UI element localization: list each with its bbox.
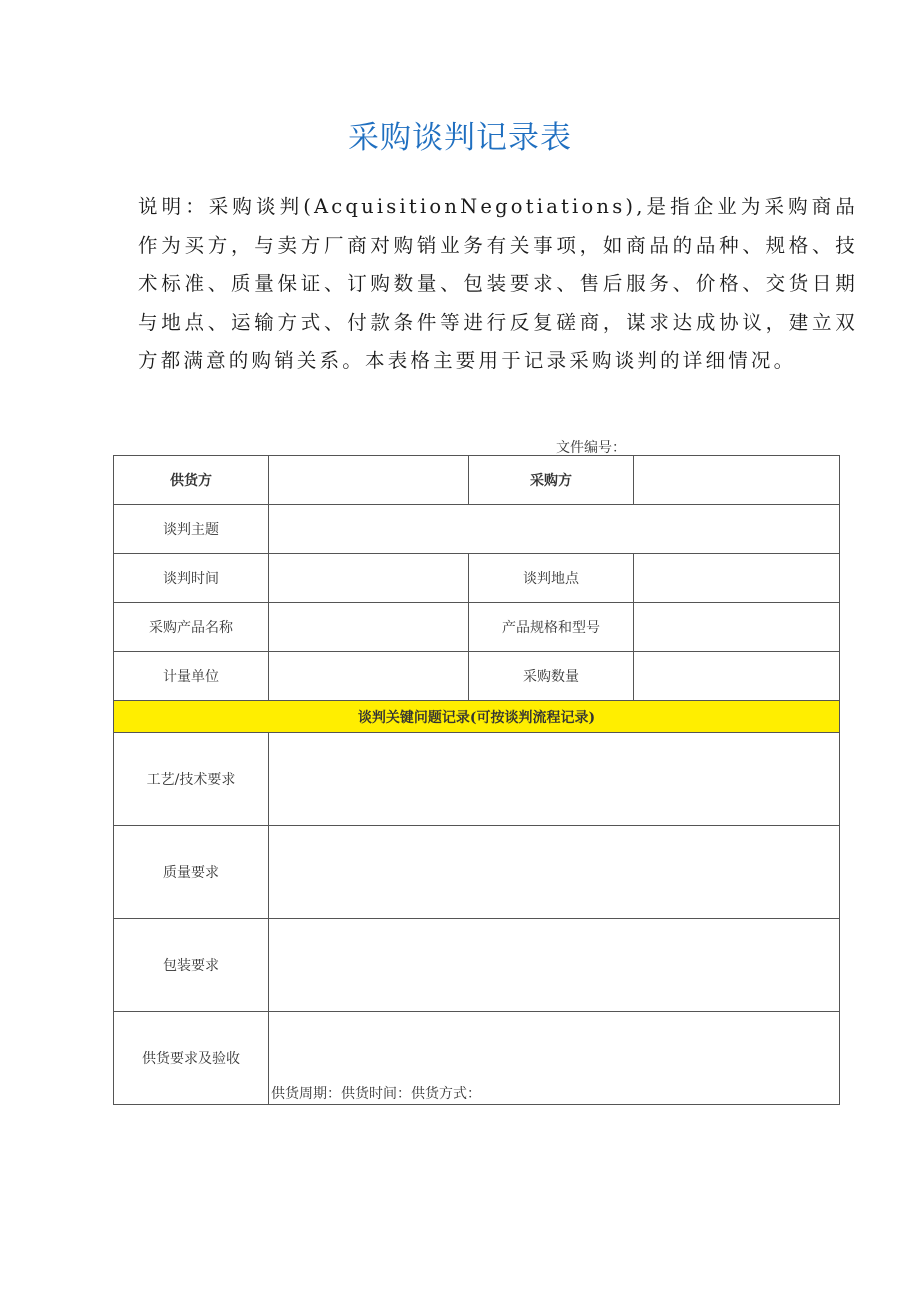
quality-field[interactable]	[269, 826, 840, 919]
topic-field[interactable]	[269, 505, 840, 554]
tech-label: 工艺/技术要求	[114, 733, 269, 826]
quantity-label: 采购数量	[469, 652, 634, 701]
table-row	[114, 1012, 840, 1105]
quantity-field[interactable]	[634, 652, 840, 701]
supply-note: 供货周期：供货时间：供货方式：	[271, 1086, 481, 1102]
spec-field[interactable]	[634, 603, 840, 652]
table-row	[114, 652, 840, 701]
purchaser-field[interactable]	[634, 456, 840, 505]
table-row	[114, 919, 840, 1012]
table-row	[114, 554, 840, 603]
time-field[interactable]	[269, 554, 469, 603]
tech-field[interactable]	[269, 733, 840, 826]
unit-label: 计量单位	[114, 652, 269, 701]
location-label: 谈判地点	[469, 554, 634, 603]
table-row	[114, 733, 840, 826]
supply-field[interactable]	[269, 1012, 840, 1105]
location-field[interactable]	[634, 554, 840, 603]
table-row	[114, 701, 840, 733]
file-number-label: 文件编号：	[556, 440, 626, 456]
quality-label: 质量要求	[114, 826, 269, 919]
supplier-label: 供货方	[114, 456, 269, 505]
table-row	[114, 456, 840, 505]
product-name-field[interactable]	[269, 603, 469, 652]
table-row	[114, 603, 840, 652]
product-name-label: 采购产品名称	[114, 603, 269, 652]
negotiation-record-table	[113, 455, 840, 1105]
table-row	[114, 505, 840, 554]
supplier-field[interactable]	[269, 456, 469, 505]
packaging-label: 包装要求	[114, 919, 269, 1012]
section-header: 谈判关键问题记录(可按谈判流程记录)	[114, 701, 840, 733]
page-title: 采购谈判记录表	[348, 120, 572, 156]
table-row	[114, 826, 840, 919]
description-text: 说明：采购谈判(AcquisitionNegotiations),是指企业为采购商品作为买方，与卖方厂商对购销业务有关事项，如商品的品种、规格、技术标准、质量保证、订购数量、包装要求、售后服务、价格、交货日期与地点、运输方式、付款条件等进行反复磋商，谋求达成协议，建立双方都满意的购销关系。本表格主要用于记录采购谈判的详细情况。	[138, 195, 858, 372]
supply-label: 供货要求及验收	[114, 1012, 269, 1105]
spec-label: 产品规格和型号	[469, 603, 634, 652]
topic-label: 谈判主题	[114, 505, 269, 554]
time-label: 谈判时间	[114, 554, 269, 603]
purchaser-label: 采购方	[469, 456, 634, 505]
unit-field[interactable]	[269, 652, 469, 701]
packaging-field[interactable]	[269, 919, 840, 1012]
